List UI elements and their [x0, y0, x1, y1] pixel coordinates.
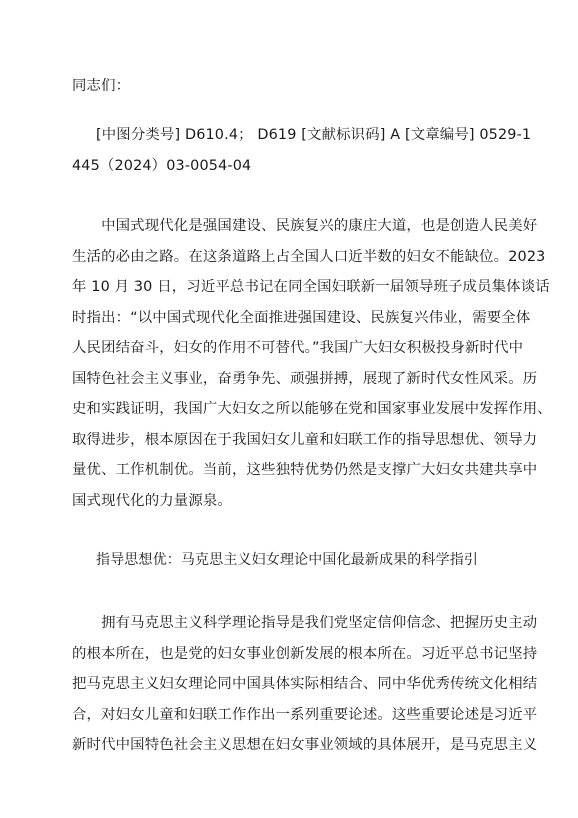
- paragraph-line: 生活的必由之路。在这条道路上占全国人口近半数的妇女不能缺位。2023: [72, 248, 546, 265]
- paragraph-line: 时指出：“以中国式现代化全面推进强国建设、民族复兴伟业，需要全体: [72, 309, 531, 326]
- paragraph-line: 的根本所在，也是党的妇女事业创新发展的根本所在。习近平总书记坚持: [72, 645, 538, 662]
- paragraph-line: 年 10 月 30 日，习近平总书记在同全国妇联新一届领导班子成员集体谈话: [72, 279, 550, 295]
- salutation: 同志们：: [72, 78, 131, 94]
- paragraph-line: 合，对妇女儿童和妇联工作作出一系列重要论述。这些重要论述是习近平: [72, 706, 538, 723]
- paragraph-line: 拥有马克思主义科学理论指导是我们党坚定信仰信念、把握历史主动: [72, 615, 538, 631]
- paragraph-line: 量优、工作机制优。当前，这些独特优势仍然是支撑广大妇女共建共享中: [72, 462, 538, 478]
- paragraph-line: 把马克思主义妇女理论同中国具体实际相结合、同中华优秀传统文化相结: [72, 676, 538, 692]
- classification-meta-line-1: [中图分类号] D610.4； D619 [文献标识码] A [文章编号] 0529-1: [96, 127, 532, 143]
- paragraph-line: 史和实践证明，我国广大妇女之所以能够在党和国家事业发展中发挥作用、: [72, 401, 552, 417]
- paragraph-line: 国式现代化的力量源泉。: [72, 492, 232, 509]
- paragraph-line: 人民团结奋斗，妇女的作用不可替代。”我国广大妇女积极投身新时代中: [72, 340, 524, 356]
- paragraph-line: 新时代中国特色社会主义思想在妇女事业领域的具体展开，是马克思主义: [72, 737, 538, 753]
- paragraph-line: 国特色社会主义事业，奋勇争先、顽强拼搏，展现了新时代女性风采。历: [72, 370, 538, 387]
- classification-meta-line-2: 445（2024）03-0054-04: [72, 158, 252, 174]
- paragraph-line: 取得进步，根本原因在于我国妇女儿童和妇联工作的指导思想优、领导力: [72, 431, 538, 448]
- section-heading: 指导思想优：马克思主义妇女理论中国化最新成果的科学指引: [96, 552, 479, 568]
- paragraph-line: 中国式现代化是强国建设、民族复兴的康庄大道，也是创造人民美好: [72, 218, 538, 234]
